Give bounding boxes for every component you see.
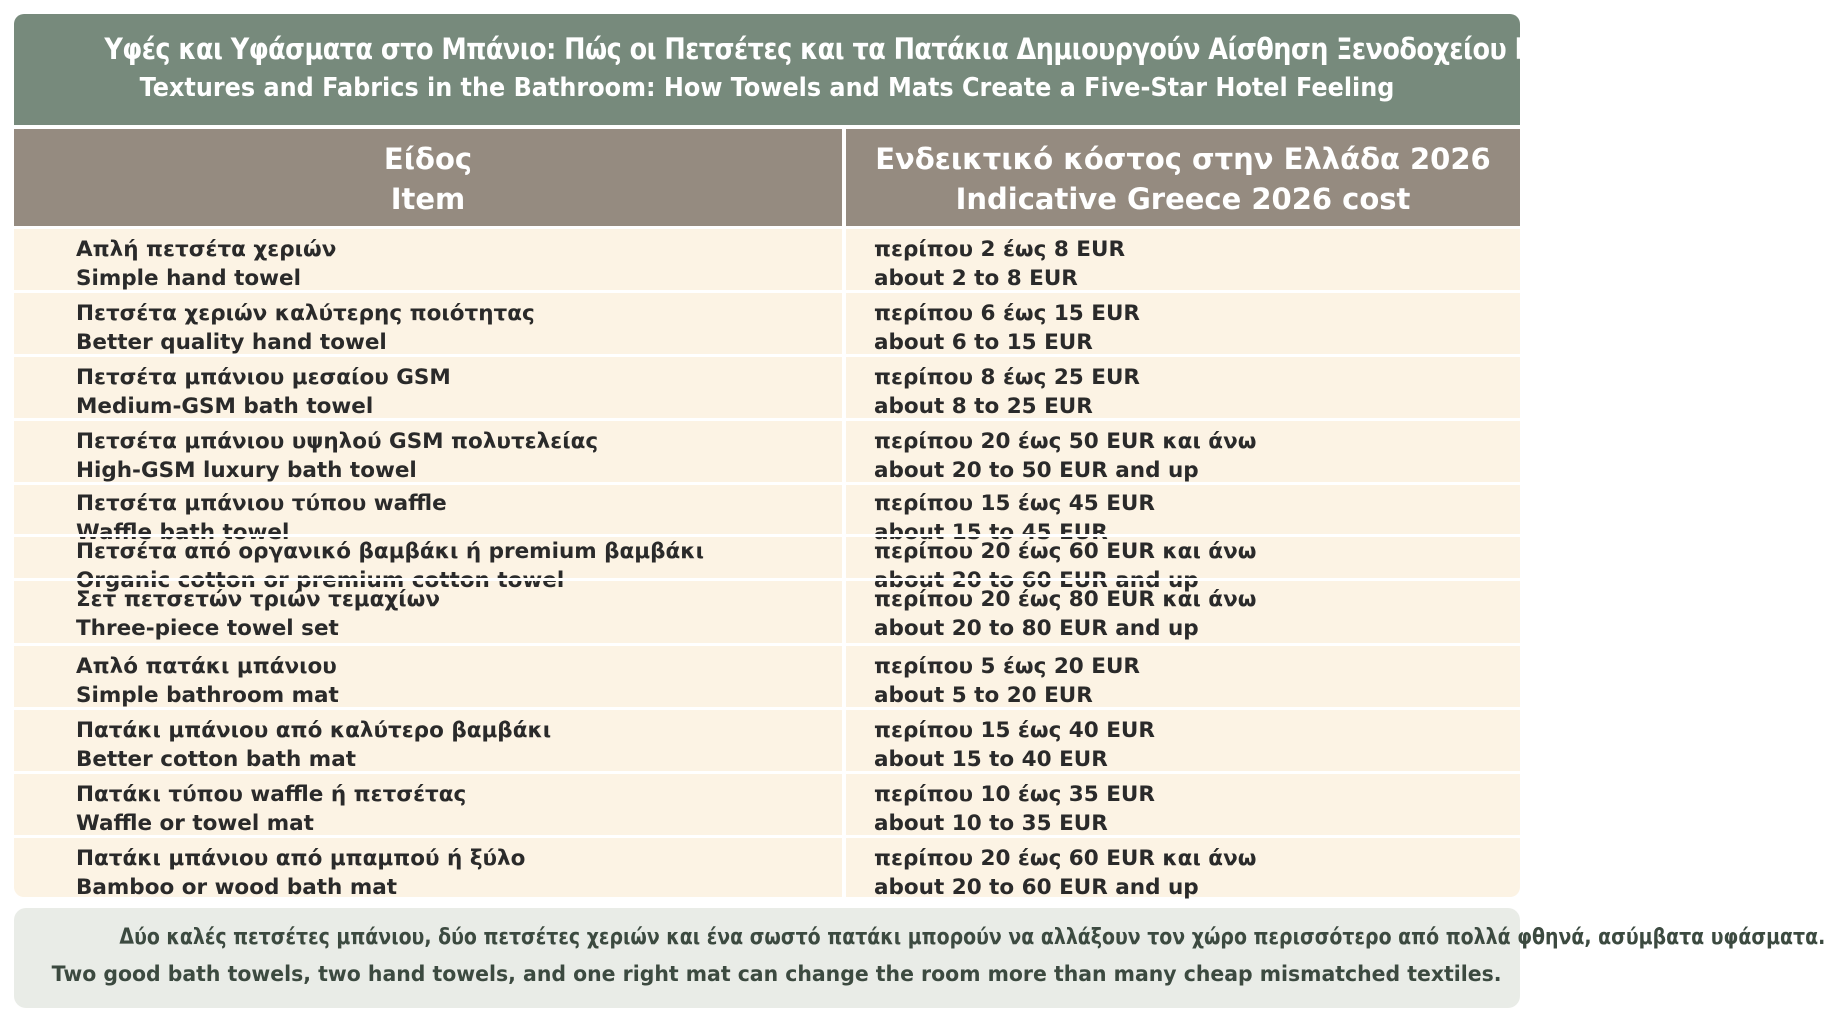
cost-english: about 5 to 20 EUR	[874, 683, 1093, 708]
item-english: Waffle or towel mat	[76, 811, 314, 836]
cost-english: about 6 to 15 EUR	[874, 330, 1093, 355]
table-row	[14, 643, 1520, 707]
cost-greek: περίπου 8 έως 25 EUR	[874, 365, 1140, 390]
title-greek: Υφές και Υφάσματα στο Μπάνιο: Πώς οι Πετσέτες και τα Πατάκια Δημιουργούν Αίσθηση Ξενοδοχείου Πέντε Αστέρων	[104, 32, 1728, 66]
item-greek: Πατάκι τύπου waffle ή πετσέτας	[76, 782, 467, 807]
column-divider	[842, 129, 846, 897]
item-greek: Πετσέτα χεριών καλύτερης ποιότητας	[76, 301, 535, 326]
item-english: Organic cotton or premium cotton towel	[76, 568, 565, 593]
cost-greek: περίπου 15 έως 45 EUR	[874, 491, 1155, 516]
table-row	[14, 354, 1520, 418]
cost-english: about 15 to 40 EUR	[874, 747, 1108, 772]
table-row	[14, 534, 1520, 593]
table-row	[14, 226, 1520, 290]
item-english: Medium-GSM bath towel	[76, 394, 374, 419]
cost-english: about 2 to 8 EUR	[874, 266, 1078, 291]
header-cost-english: Indicative Greece 2026 cost	[955, 182, 1411, 216]
cost-greek: περίπου 20 έως 60 EUR και άνω	[874, 539, 1257, 564]
item-english: Waffle bath towel	[76, 520, 290, 545]
header-item	[14, 129, 842, 226]
item-english: Three-piece towel set	[76, 616, 339, 641]
item-english: Better cotton bath mat	[76, 747, 356, 772]
table-row	[14, 578, 1520, 643]
header-item-greek: Είδος	[383, 142, 473, 176]
item-english: Simple hand towel	[76, 266, 301, 291]
item-greek: Απλή πετσέτα χεριών	[76, 237, 337, 262]
item-cell	[76, 844, 525, 902]
item-greek: Πατάκι μπάνιου από καλύτερο βαμβάκι	[76, 718, 552, 743]
cost-greek: περίπου 6 έως 15 EUR	[874, 301, 1140, 326]
cost-greek: περίπου 20 έως 60 EUR και άνω	[874, 846, 1257, 871]
cost-english: about 20 to 60 EUR and up	[874, 875, 1199, 900]
header-item-english: Item	[390, 182, 466, 216]
item-greek: Πετσέτα μπάνιου τύπου waffle	[76, 491, 447, 516]
item-cell	[76, 299, 535, 357]
item-english: High-GSM luxury bath towel	[76, 458, 417, 483]
cost-greek: περίπου 5 έως 20 EUR	[874, 654, 1140, 679]
footer-note	[14, 908, 1825, 1008]
item-greek: Πετσέτα μπάνιου υψηλού GSM πολυτελείας	[76, 429, 599, 454]
header-cost-greek: Ενδεικτικό κόστος στην Ελλάδα 2026	[875, 142, 1491, 176]
header-cost	[846, 129, 1520, 226]
table-row	[14, 771, 1520, 835]
item-english: Simple bathroom mat	[76, 683, 339, 708]
cost-english: about 20 to 50 EUR and up	[874, 458, 1199, 483]
item-cell	[76, 235, 336, 293]
cost-cell	[874, 652, 1140, 710]
cost-greek: περίπου 2 έως 8 EUR	[874, 237, 1125, 262]
cost-cell	[874, 235, 1125, 293]
cost-english: about 20 to 60 EUR and up	[874, 568, 1199, 593]
item-greek: Πετσέτα από οργανικό βαμβάκι ή premium βαμβάκι	[76, 539, 704, 564]
cost-english: about 10 to 35 EUR	[874, 811, 1108, 836]
cost-cell	[874, 780, 1155, 838]
cost-greek: περίπου 20 έως 80 EUR και άνω	[874, 587, 1257, 612]
item-greek: Πετσέτα μπάνιου μεσαίου GSM	[76, 365, 451, 390]
item-greek: Απλό πατάκι μπάνιου	[76, 654, 337, 679]
footer-english: Two good bath towels, two hand towels, and one right mat can change the room more than many cheap mismatched textiles.	[51, 962, 1502, 987]
item-cell	[76, 780, 466, 838]
table-body	[14, 226, 1520, 900]
table-row	[14, 290, 1520, 354]
table-row	[14, 707, 1520, 771]
cost-cell	[874, 427, 1256, 485]
item-cell	[76, 363, 451, 421]
cost-greek: περίπου 20 έως 50 EUR και άνω	[874, 429, 1257, 454]
table-header	[14, 129, 1520, 226]
title-banner	[14, 14, 1728, 125]
footer-greek: Δύο καλές πετσέτες μπάνιου, δύο πετσέτες χεριών και ένα σωστό πατάκι μπορούν να αλλάξουν τον χώρο περισσότερο από πολλά φθηνά, ασύμβατα υφάσματα.	[119, 925, 1825, 950]
item-greek: Σετ πετσετών τριών τεμαχίων	[76, 587, 440, 612]
cost-cell	[874, 716, 1155, 774]
cost-english: about 15 to 45 EUR	[874, 520, 1108, 545]
item-english: Better quality hand towel	[76, 330, 387, 355]
cost-cell	[874, 363, 1140, 421]
cost-cell	[874, 585, 1256, 643]
item-cell	[76, 716, 551, 774]
item-english: Bamboo or wood bath mat	[76, 875, 398, 900]
table-row	[14, 835, 1520, 900]
table-row	[14, 482, 1520, 545]
item-cell	[76, 427, 598, 485]
item-cell	[76, 652, 339, 710]
cost-english: about 20 to 80 EUR and up	[874, 616, 1199, 641]
table-row	[14, 418, 1520, 482]
item-cell	[76, 585, 440, 643]
cost-greek: περίπου 15 έως 40 EUR	[874, 718, 1155, 743]
cost-table	[14, 129, 1520, 900]
cost-english: about 8 to 25 EUR	[874, 394, 1093, 419]
item-greek: Πατάκι μπάνιου από μπαμπού ή ξύλο	[76, 846, 526, 871]
title-english: Textures and Fabrics in the Bathroom: How Towels and Mats Create a Five-Star Hotel Feeling	[139, 73, 1395, 103]
cost-cell	[874, 844, 1256, 902]
cost-greek: περίπου 10 έως 35 EUR	[874, 782, 1155, 807]
cost-cell	[874, 299, 1140, 357]
